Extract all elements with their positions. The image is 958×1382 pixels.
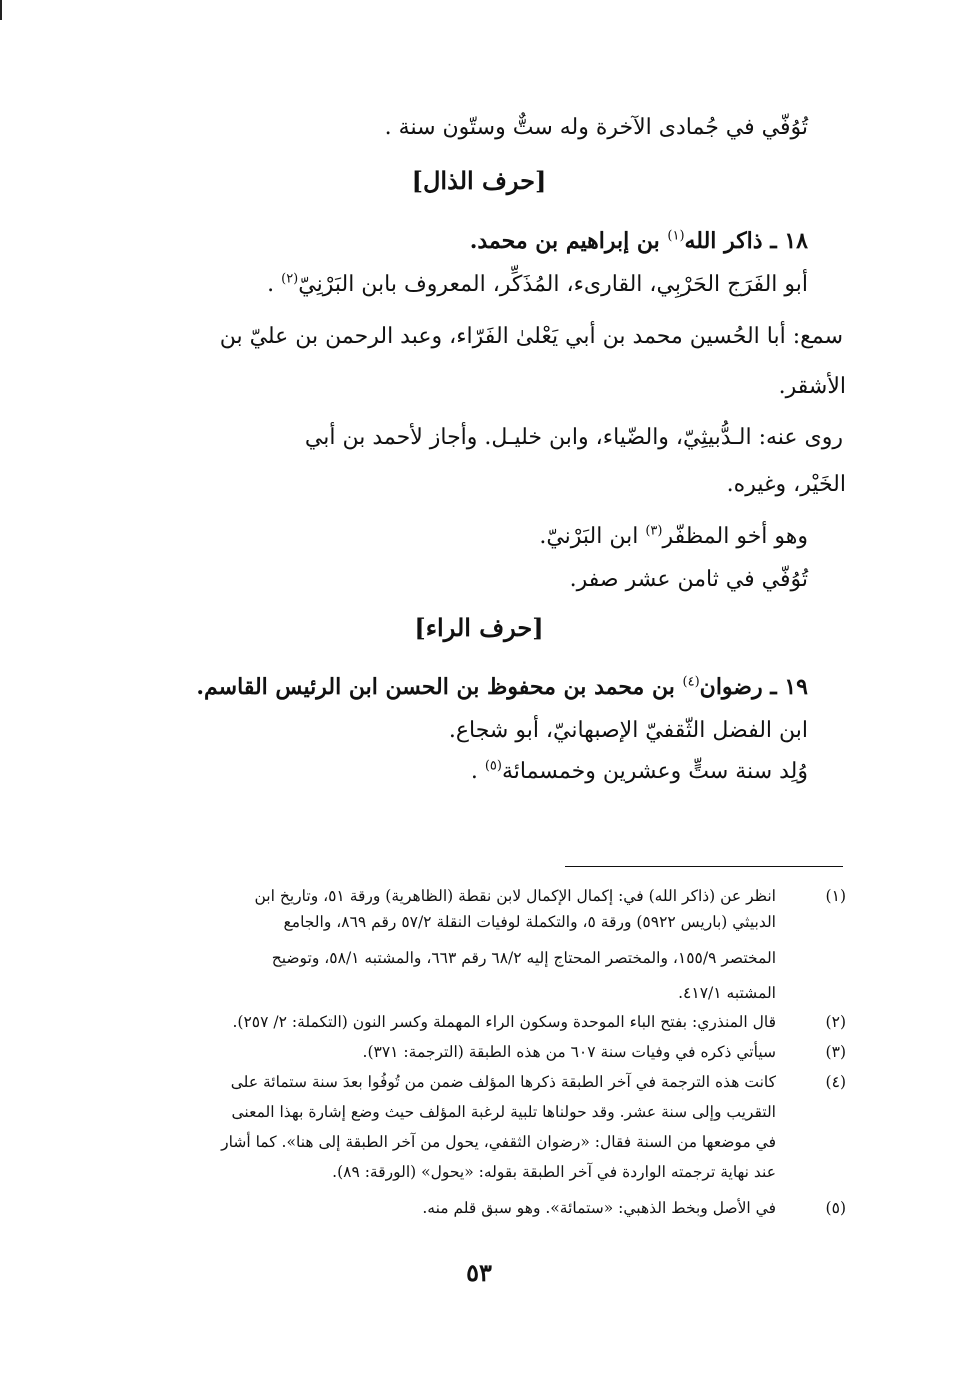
entry-18-rawa-line-1: روى عنه: الـدُّبيثِيّ، والضّياء، وابن خليـل. وأجاز لأحمد بن أبي: [304, 425, 843, 450]
footnote-separator: [565, 866, 843, 867]
section-heading-ra: [حرف الراء]: [414, 613, 544, 642]
entry-18-lineage: بن إبراهيم بن محمد.: [469, 228, 668, 254]
footnote-3-number: (٣): [825, 1043, 846, 1061]
section-heading-dhal: [حرف الذال]: [411, 166, 547, 195]
footnote-1-line-1: انظر عن (ذاكر الله) في: إكمال الإكمال لابن نقطة (الظاهرية) ورقة ٥١، وتاريخ ابن: [254, 887, 776, 905]
entry-19-birth: وُلِد سنة ستٍّ وعشرين وخمسمائة: [501, 759, 808, 784]
entry-18-brother-end: ابن البَرْنيّ.: [539, 524, 646, 549]
entry-19-birth-end: .: [470, 759, 485, 784]
entry-18-brother-line: [539, 522, 808, 552]
footnote-2-number: (٢): [825, 1013, 846, 1031]
footnote-ref-1: (١): [667, 228, 685, 244]
footnote-ref-3: (٣): [645, 523, 663, 539]
page-number: ٥٣: [466, 1258, 492, 1287]
footnote-1-number: (١): [825, 887, 846, 905]
entry-19-birth-line: [471, 757, 808, 787]
footnote-4-line-4: عند نهاية ترجمته الواردة في آخر الطبقة بقوله: «يحول» (الورقة: ٨٩).: [332, 1163, 776, 1181]
footnote-ref-5: (٥): [484, 758, 502, 774]
footnote-1-line-4: المشتبه ٤١٧/١.: [678, 984, 776, 1002]
footnote-4-number: (٤): [825, 1073, 846, 1091]
footnote-5-text: في الأصل وبخط الذهبي: «ستمائة». وهو سبق قلم منه.: [422, 1199, 776, 1217]
entry-18-sama-line-1: سمع: أبا الحُسين محمد بن أبي يَعْلىٰ الفَرّاء، وعبد الرحمن بن عليّ بن: [219, 324, 843, 349]
footnote-5-number: (٥): [825, 1199, 846, 1217]
entry-18-name: ١٨ ـ ذاكر الله: [684, 228, 808, 254]
entry-19-kunya-line: ابن الفضل الثّقفيّ الإصبهانيّ، أبو شجاع.: [448, 718, 808, 743]
footnote-4-line-2: التقريب وإلى سنة عشر. وقد حولناها تلبية لرغبة المؤلف حيث وضع إشارة بهذا المعنى: [231, 1103, 776, 1121]
entry-19-name: ١٩ ـ رضوان: [699, 674, 808, 700]
footnote-1-line-3: المختصر ١٥٥/٩، والمختصر المحتاج إليه ٦٨/٢ رقم ٦٦٣، والمشتبه ٥٨/١، وتوضيح: [271, 949, 776, 967]
entry-18-kunya-line: [267, 270, 808, 300]
scan-edge-mark: [0, 0, 2, 20]
entry-18-sama-line-2: الأشقر.: [778, 374, 846, 399]
footnote-2-text: قال المنذري: بفتح الباء الموحدة وسكون الراء المهملة وكسر النون (التكملة: ٢/ ٢٥٧).: [232, 1013, 776, 1031]
footnote-4-line-3: في موضعها من السنة فقال: «رضوان الثقفي، يحول من آخر الطبقة إلى هنا». كما أشار: [221, 1133, 776, 1151]
footnote-4-line-1: كانت هذه الترجمة في آخر الطبقة ذكرها المؤلف ضمن من تُوفُوا بعدَ سنة ستمائة على: [230, 1073, 776, 1091]
entry-18-kunya-end: .: [267, 272, 282, 297]
entry-19-lineage: بن محمد بن محفوظ بن الحسن ابن الرئيس القاسم.: [196, 674, 683, 700]
footnote-ref-4: (٤): [682, 674, 700, 690]
entry-18-title: [470, 226, 808, 256]
footnote-3-text: سيأتي ذكره في وفيات سنة ٦٠٧ من هذه الطبقة (الترجمة: ٣٧١).: [362, 1043, 776, 1061]
entry-18-rawa-line-2: الخَيْر، وغيره.: [726, 472, 846, 497]
entry-18-brother: وهو أخو المظفّر: [662, 524, 808, 549]
entry-18-death-line: تُوُفّي في ثامن عشر صفر.: [569, 567, 808, 592]
entry-18-kunya: أبو الفَرَج الحَرْبِي، القارىء، المُذَكِّر، المعروف بابن البَرْنِيّ: [298, 272, 808, 297]
footnote-1-line-2: الدبيثي (باريس ٥٩٢٢) ورقة ٥، والتكملة لوفيات النقلة ٥٧/٢ رقم ٨٦٩، والجامع: [283, 913, 776, 931]
entry-19-title: [196, 672, 808, 702]
text-line-death-jumada: تُوُفّي في جُمادى الآخرة وله ستٌّ وستّون سنة .: [384, 115, 808, 140]
footnote-ref-2: (٢): [281, 271, 299, 287]
